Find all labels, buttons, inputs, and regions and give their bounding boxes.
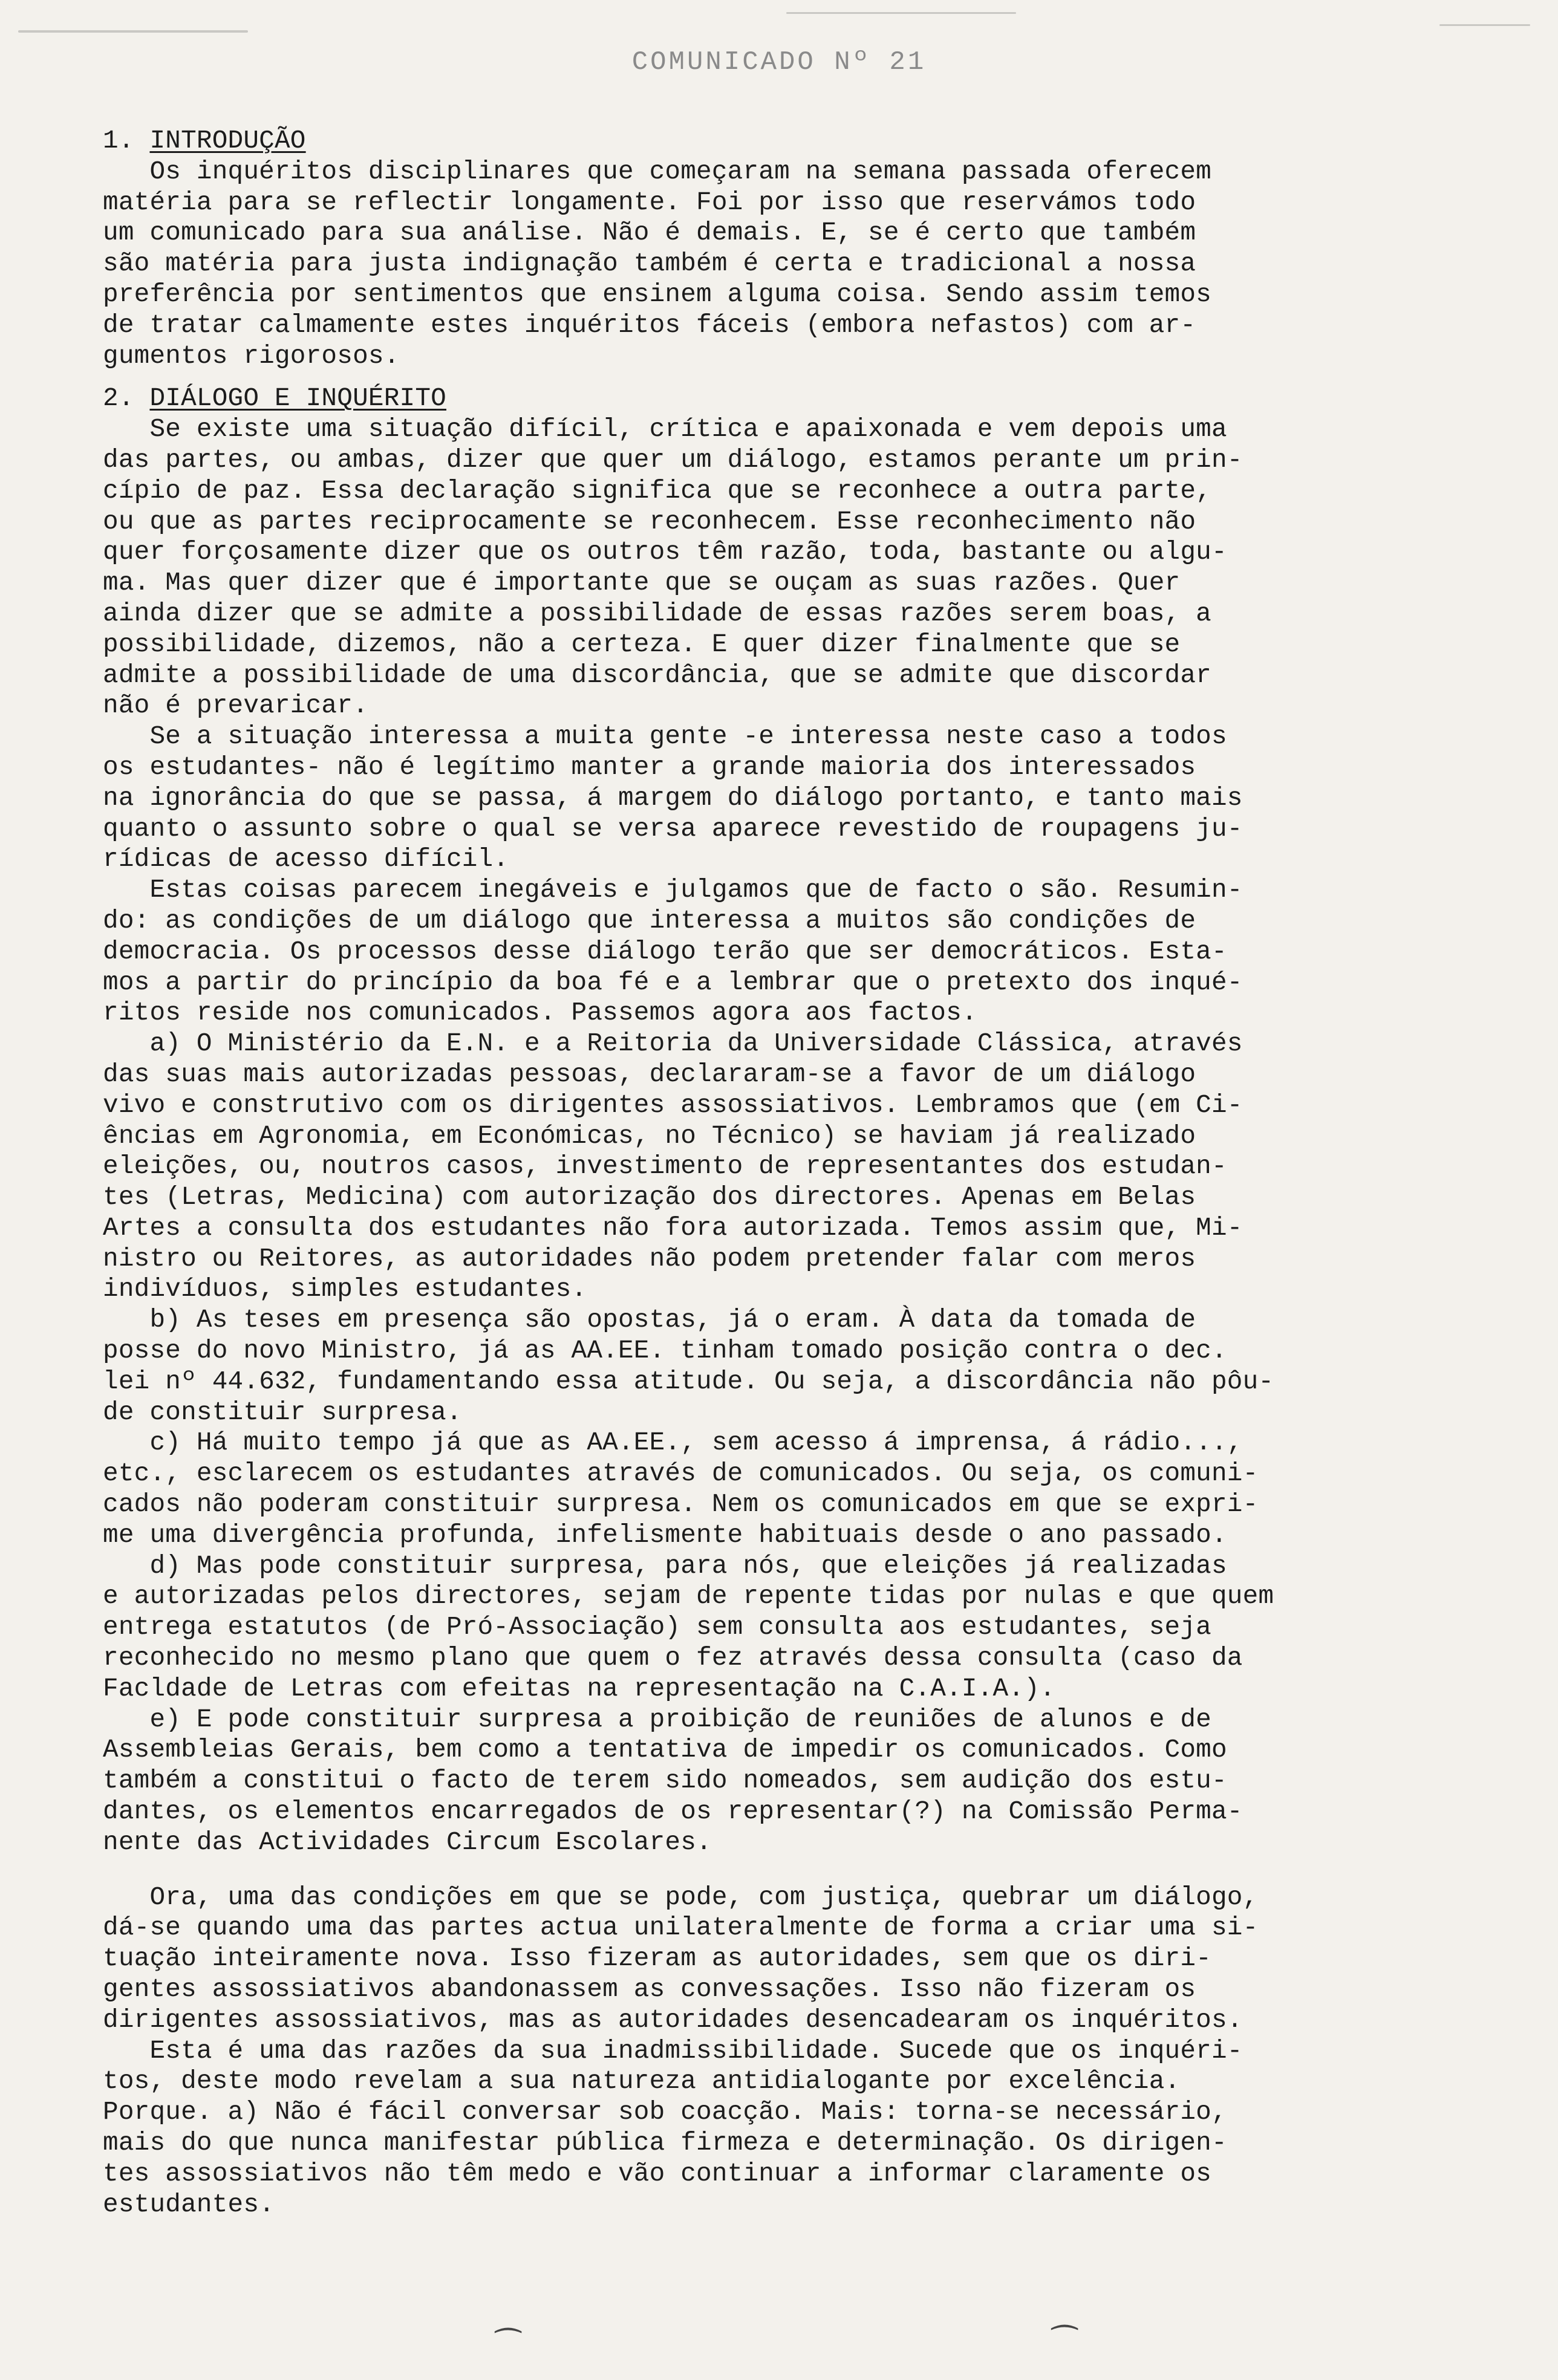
paragraph-line: ainda dizer que se admite a possibilidade de essas razões serem boas, a <box>103 598 1211 628</box>
document-body <box>103 126 1458 2220</box>
paragraph-line: matéria para se reflectir longamente. Foi por isso que reservámos todo <box>103 187 1196 217</box>
paragraph-line: dá-se quando uma das partes actua unilateralmente de forma a criar uma si- <box>103 1913 1259 1943</box>
paragraph-line: admite a possibilidade de uma discordância, que se admite que discordar <box>103 660 1211 690</box>
section-number: 1. <box>103 126 150 155</box>
scan-mark: ⁀ <box>496 2331 521 2365</box>
paragraph-line: nente das Actividades Circum Escolares. <box>103 1827 712 1857</box>
section-heading <box>103 126 1458 157</box>
paragraph-line: eleições, ou, noutros casos, investimento de representantes dos estudan- <box>103 1151 1227 1182</box>
paragraph-line: Esta é uma das razões da sua inadmissibilidade. Sucede que os inquéri- <box>103 2035 1243 2066</box>
paragraph-line: de constituir surpresa. <box>103 1397 462 1427</box>
paragraph-line: preferência por sentimentos que ensinem alguma coisa. Sendo assim temos <box>103 279 1211 309</box>
document-header: COMUNICADO Nº 21 <box>631 47 927 77</box>
section-number: 2. <box>103 383 150 414</box>
paragraph-line: entrega estatutos (de Pró-Associação) sem consulta aos estudantes, seja <box>103 1612 1211 1642</box>
paragraph-line: quer forçosamente dizer que os outros têm razão, toda, bastante ou algu- <box>103 537 1227 567</box>
paragraph-line: Os inquéritos disciplinares que começaram na semana passada oferecem <box>103 156 1211 186</box>
paragraph-line: me uma divergência profunda, infelismente habituais desde o ano passado. <box>103 1520 1227 1550</box>
paragraph-line: não é prevaricar. <box>103 691 368 721</box>
paragraph-line: mais do que nunca manifestar pública firmeza e determinação. Os dirigen- <box>103 2128 1227 2157</box>
paragraph-line: nistro ou Reitores, as autoridades não podem pretender falar com meros <box>103 1243 1196 1273</box>
paragraph-line: Se existe uma situação difícil, crítica e apaixonada e vem depois uma <box>103 414 1227 444</box>
paragraph-line: indivíduos, simples estudantes. <box>103 1274 587 1304</box>
paragraph-line: das suas mais autorizadas pessoas, declararam-se a favor de um diálogo <box>103 1059 1196 1089</box>
paragraph-line: cados não poderam constituir surpresa. Nem os comunicados em que se expri- <box>103 1489 1259 1520</box>
section-heading <box>103 383 1458 414</box>
paragraph-line: dantes, os elementos encarregados de os representar(?) na Comissão Perma- <box>103 1796 1243 1827</box>
paragraph-line: Porque. a) Não é fácil conversar sob coacção. Mais: torna-se necessário, <box>103 2097 1227 2127</box>
scan-smudge <box>1439 24 1530 26</box>
section-title: DIÁLOGO E INQUÉRITO <box>149 383 446 414</box>
paragraph-line: possibilidade, dizemos, não a certeza. E quer dizer finalmente que se <box>103 629 1181 659</box>
paragraph-line: ma. Mas quer dizer que é importante que se ouçam as suas razões. Quer <box>103 568 1181 598</box>
paragraph-line: reconhecido no mesmo plano que quem o fez através dessa consulta (caso da <box>103 1643 1243 1673</box>
paragraph-line: ou que as partes reciprocamente se reconhecem. Esse reconhecimento não <box>103 506 1196 536</box>
paragraph-line: Estas coisas parecem inegáveis e julgamos que de facto o são. Resumin- <box>103 875 1243 905</box>
paragraph-line: das partes, ou ambas, dizer que quer um diálogo, estamos perante um prin- <box>103 444 1243 475</box>
paragraph-line: e autorizadas pelos directores, sejam de repente tidas por nulas e que quem <box>103 1581 1274 1611</box>
paragraph-line: Assembleias Gerais, bem como a tentativa de impedir os comunicados. Como <box>103 1735 1227 1765</box>
paragraph-line: gentes assossiativos abandonassem as convessações. Isso não fizeram os <box>103 1974 1196 2004</box>
paragraph-line: b) As teses em presença são opostas, já o eram. À data da tomada de <box>103 1305 1196 1335</box>
paragraph-line: dirigentes assossiativos, mas as autoridades desencadearam os inquéritos. <box>103 2004 1243 2035</box>
paragraph-line: Artes a consulta dos estudantes não fora autorizada. Temos assim que, Mi- <box>103 1212 1243 1243</box>
scan-smudge <box>18 30 248 33</box>
paragraph-line: Se a situação interessa a muita gente -e interessa neste caso a todos <box>103 721 1227 752</box>
paragraph-line: de tratar calmamente estes inquéritos fáceis (embora nefastos) com ar- <box>103 310 1196 340</box>
paragraph-line: são matéria para justa indignação também é certa e tradicional a nossa <box>103 249 1196 279</box>
paragraph-line: c) Há muito tempo já que as AA.EE., sem acesso á imprensa, á rádio..., <box>103 1428 1243 1458</box>
paragraph-line: cípio de paz. Essa declaração significa que se reconhece a outra parte, <box>103 475 1211 506</box>
scan-mark: ⁀ <box>1052 2328 1077 2362</box>
scan-smudge <box>786 12 1016 14</box>
paragraph-gap <box>103 1858 1458 1882</box>
paragraph-line: os estudantes- não é legítimo manter a grande maioria dos interessados <box>103 752 1196 782</box>
paragraph-line: um comunicado para sua análise. Não é demais. E, se é certo que também <box>103 218 1196 248</box>
paragraph-line: na ignorância do que se passa, á margem do diálogo portanto, e tanto mais <box>103 782 1243 813</box>
paragraph-line: rídicas de acesso difícil. <box>103 844 509 874</box>
paragraph-line: tos, deste modo revelam a sua natureza antidialogante por excelência. <box>103 2066 1181 2096</box>
section-title: INTRODUÇÃO <box>149 126 306 155</box>
paragraph-line: Ora, uma das condições em que se pode, com justiça, quebrar um diálogo, <box>103 1882 1259 1912</box>
paragraph-line: também a constitui o facto de terem sido nomeados, sem audição dos estu- <box>103 1766 1227 1796</box>
paragraph-line: gumentos rigorosos. <box>103 340 400 371</box>
paragraph-line: vivo e construtivo com os dirigentes assossiativos. Lembramos que (em Ci- <box>103 1090 1243 1120</box>
paragraph-line: estudantes. <box>103 2189 275 2219</box>
paragraph-line: ências em Agronomia, em Económicas, no Técnico) se haviam já realizado <box>103 1120 1196 1151</box>
paragraph-line: posse do novo Ministro, já as AA.EE. tinham tomado posição contra o dec. <box>103 1336 1227 1366</box>
paragraph-line: do: as condições de um diálogo que interessa a muitos são condições de <box>103 905 1196 935</box>
paragraph-line: tes (Letras, Medicina) com autorização dos directores. Apenas em Belas <box>103 1182 1196 1212</box>
paragraph-line: Facldade de Letras com efeitas na representação na C.A.I.A.). <box>103 1673 1055 1703</box>
paragraph-line: tuação inteiramente nova. Isso fizeram as autoridades, sem que os diri- <box>103 1943 1211 1974</box>
paragraph-line: etc., esclarecem os estudantes através de comunicados. Ou seja, os comuni- <box>103 1458 1259 1489</box>
paragraph-line: democracia. Os processos desse diálogo terão que ser democráticos. Esta- <box>103 936 1227 966</box>
paragraph-line: ritos reside nos comunicados. Passemos agora aos factos. <box>103 998 977 1028</box>
paragraph-line: tes assossiativos não têm medo e vão continuar a informar claramente os <box>103 2158 1211 2188</box>
paragraph-line: lei nº 44.632, fundamentando essa atitude. Ou seja, a discordância não pôu- <box>103 1366 1274 1396</box>
paragraph-line: e) E pode constituir surpresa a proibição de reuniões de alunos e de <box>103 1704 1211 1734</box>
paragraph-line: quanto o assunto sobre o qual se versa aparece revestido de roupagens ju- <box>103 813 1243 844</box>
paragraph-line: d) Mas pode constituir surpresa, para nós, que eleições já realizadas <box>103 1550 1227 1581</box>
paragraph-line: a) O Ministério da E.N. e a Reitoria da Universidade Clássica, através <box>103 1029 1243 1059</box>
paragraph-line: mos a partir do princípio da boa fé e a lembrar que o pretexto dos inqué- <box>103 967 1243 997</box>
